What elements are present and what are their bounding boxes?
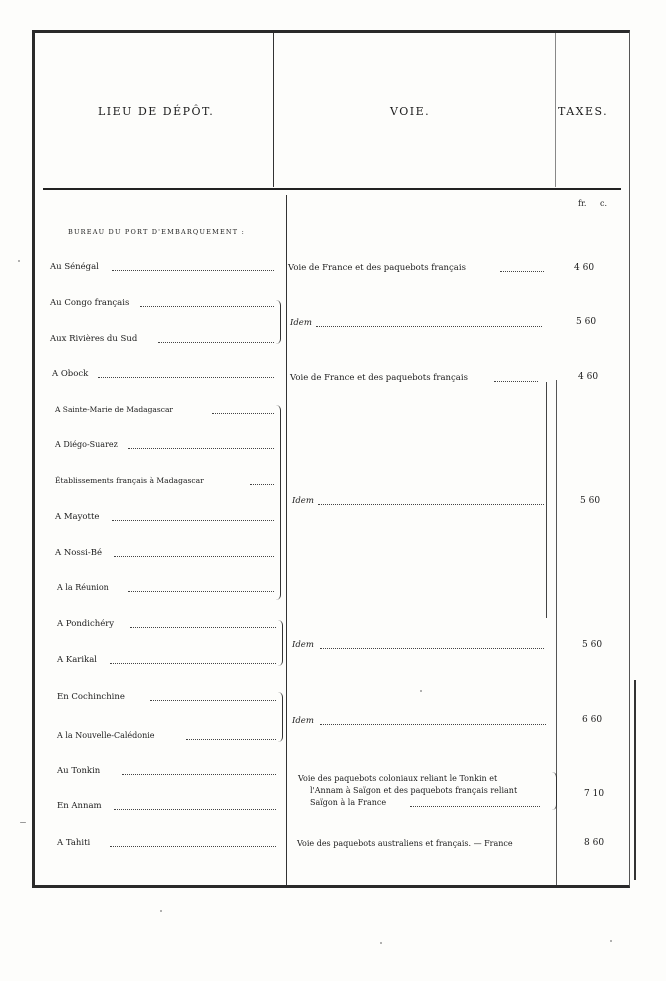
group-brace [278, 620, 283, 666]
leader-dots [112, 514, 274, 521]
place-obock: A Obock [52, 369, 89, 379]
place-senegal: Au Sénégal [50, 262, 99, 272]
leader-dots [114, 803, 276, 810]
unit-centimes: c. [600, 199, 608, 208]
place-nouvelle-caledonie: A la Nouvelle-Calédonie [57, 731, 155, 740]
leader-dots [212, 407, 274, 414]
leader-dots [140, 300, 274, 307]
leader-dots [114, 550, 274, 557]
leader-dots [410, 800, 540, 807]
group-brace [552, 772, 557, 810]
route-madagascar: Idem [292, 496, 314, 506]
tax-tonkin: 7 10 [584, 789, 605, 799]
leader-dots [500, 265, 544, 272]
scan-speck [18, 260, 20, 262]
tax-madagascar: 5 60 [580, 496, 601, 506]
scan-speck [420, 690, 422, 692]
leader-dots [128, 442, 274, 449]
leader-dots [316, 320, 542, 327]
group-brace [278, 692, 283, 742]
column-rule-voie-taxes [555, 33, 556, 187]
leader-dots [320, 642, 544, 649]
route-cochinchine: Idem [292, 716, 314, 726]
place-tonkin: Au Tonkin [57, 766, 101, 776]
place-pondichery: A Pondichéry [57, 619, 115, 629]
header-voie: VOIE. [390, 105, 431, 118]
route-inde: Idem [292, 640, 314, 650]
route-congo: Idem [290, 318, 312, 328]
route-tonkin-line-2: l'Annam à Saïgon et des paquebots français reliant [310, 786, 518, 795]
place-mayotte: A Mayotte [55, 512, 100, 522]
route-obock: Voie de France et des paquebots français [290, 373, 468, 383]
place-la-reunion: A la Réunion [57, 583, 109, 592]
tax-tahiti: 8 60 [584, 838, 605, 848]
header-rule [43, 188, 621, 190]
route-tonkin-line-3: Saïgon à la France [310, 798, 387, 807]
leader-dots [122, 768, 276, 775]
leader-dots [186, 733, 276, 740]
scan-speck [20, 822, 26, 823]
place-tahiti: A Tahiti [57, 838, 91, 848]
group-brace [276, 405, 281, 600]
route-tonkin-line-1: Voie des paquebots coloniaux reliant le Tonkin et [298, 774, 498, 783]
group-bracket-line [546, 382, 547, 618]
leader-dots [130, 621, 276, 628]
subheading-bureau: BUREAU DU PORT D'EMBARQUEMENT : [68, 228, 245, 236]
right-margin-rule [634, 680, 636, 880]
leader-dots [320, 718, 546, 725]
column-rule-lieu-voie [273, 33, 274, 187]
column-rule-lieu-body [286, 195, 287, 885]
unit-francs: fr. [578, 199, 587, 208]
leader-dots [112, 264, 274, 271]
place-etablissements-madagascar: Établissements français à Madagascar [55, 476, 204, 485]
leader-dots [110, 657, 276, 664]
tax-congo: 5 60 [576, 317, 597, 327]
leader-dots [150, 694, 276, 701]
leader-dots [250, 478, 274, 485]
place-rivieres-du-sud: Aux Rivières du Sud [50, 334, 138, 344]
scan-speck [380, 942, 382, 944]
leader-dots [494, 375, 538, 382]
place-karikal: A Karikal [57, 655, 97, 665]
scan-speck [160, 910, 162, 912]
tax-obock: 4 60 [578, 372, 599, 382]
tax-cochinchine: 6 60 [582, 715, 603, 725]
leader-dots [158, 336, 274, 343]
leader-dots [318, 498, 544, 505]
table-frame [32, 30, 630, 888]
place-annam: En Annam [57, 801, 102, 811]
scan-speck [610, 940, 612, 942]
tax-inde: 5 60 [582, 640, 603, 650]
leader-dots [110, 840, 276, 847]
place-cochinchine: En Cochinchine [57, 692, 125, 702]
place-nossi-be: A Nossi-Bé [55, 548, 102, 558]
header-lieu-de-depot: LIEU DE DÉPÔT. [98, 105, 215, 118]
leader-dots [98, 371, 274, 378]
place-congo: Au Congo français [50, 298, 130, 308]
tax-senegal: 4 60 [574, 263, 595, 273]
header-taxes: TAXES. [558, 105, 609, 118]
route-tahiti: Voie des paquebots australiens et français. — France [297, 839, 513, 848]
leader-dots [128, 585, 274, 592]
route-senegal: Voie de France et des paquebots français [288, 263, 466, 273]
group-brace [276, 300, 281, 344]
column-rule-taxes-body [556, 380, 557, 885]
place-diego-suarez: A Diégo-Suarez [55, 440, 118, 449]
place-sainte-marie: A Sainte-Marie de Madagascar [55, 405, 174, 414]
